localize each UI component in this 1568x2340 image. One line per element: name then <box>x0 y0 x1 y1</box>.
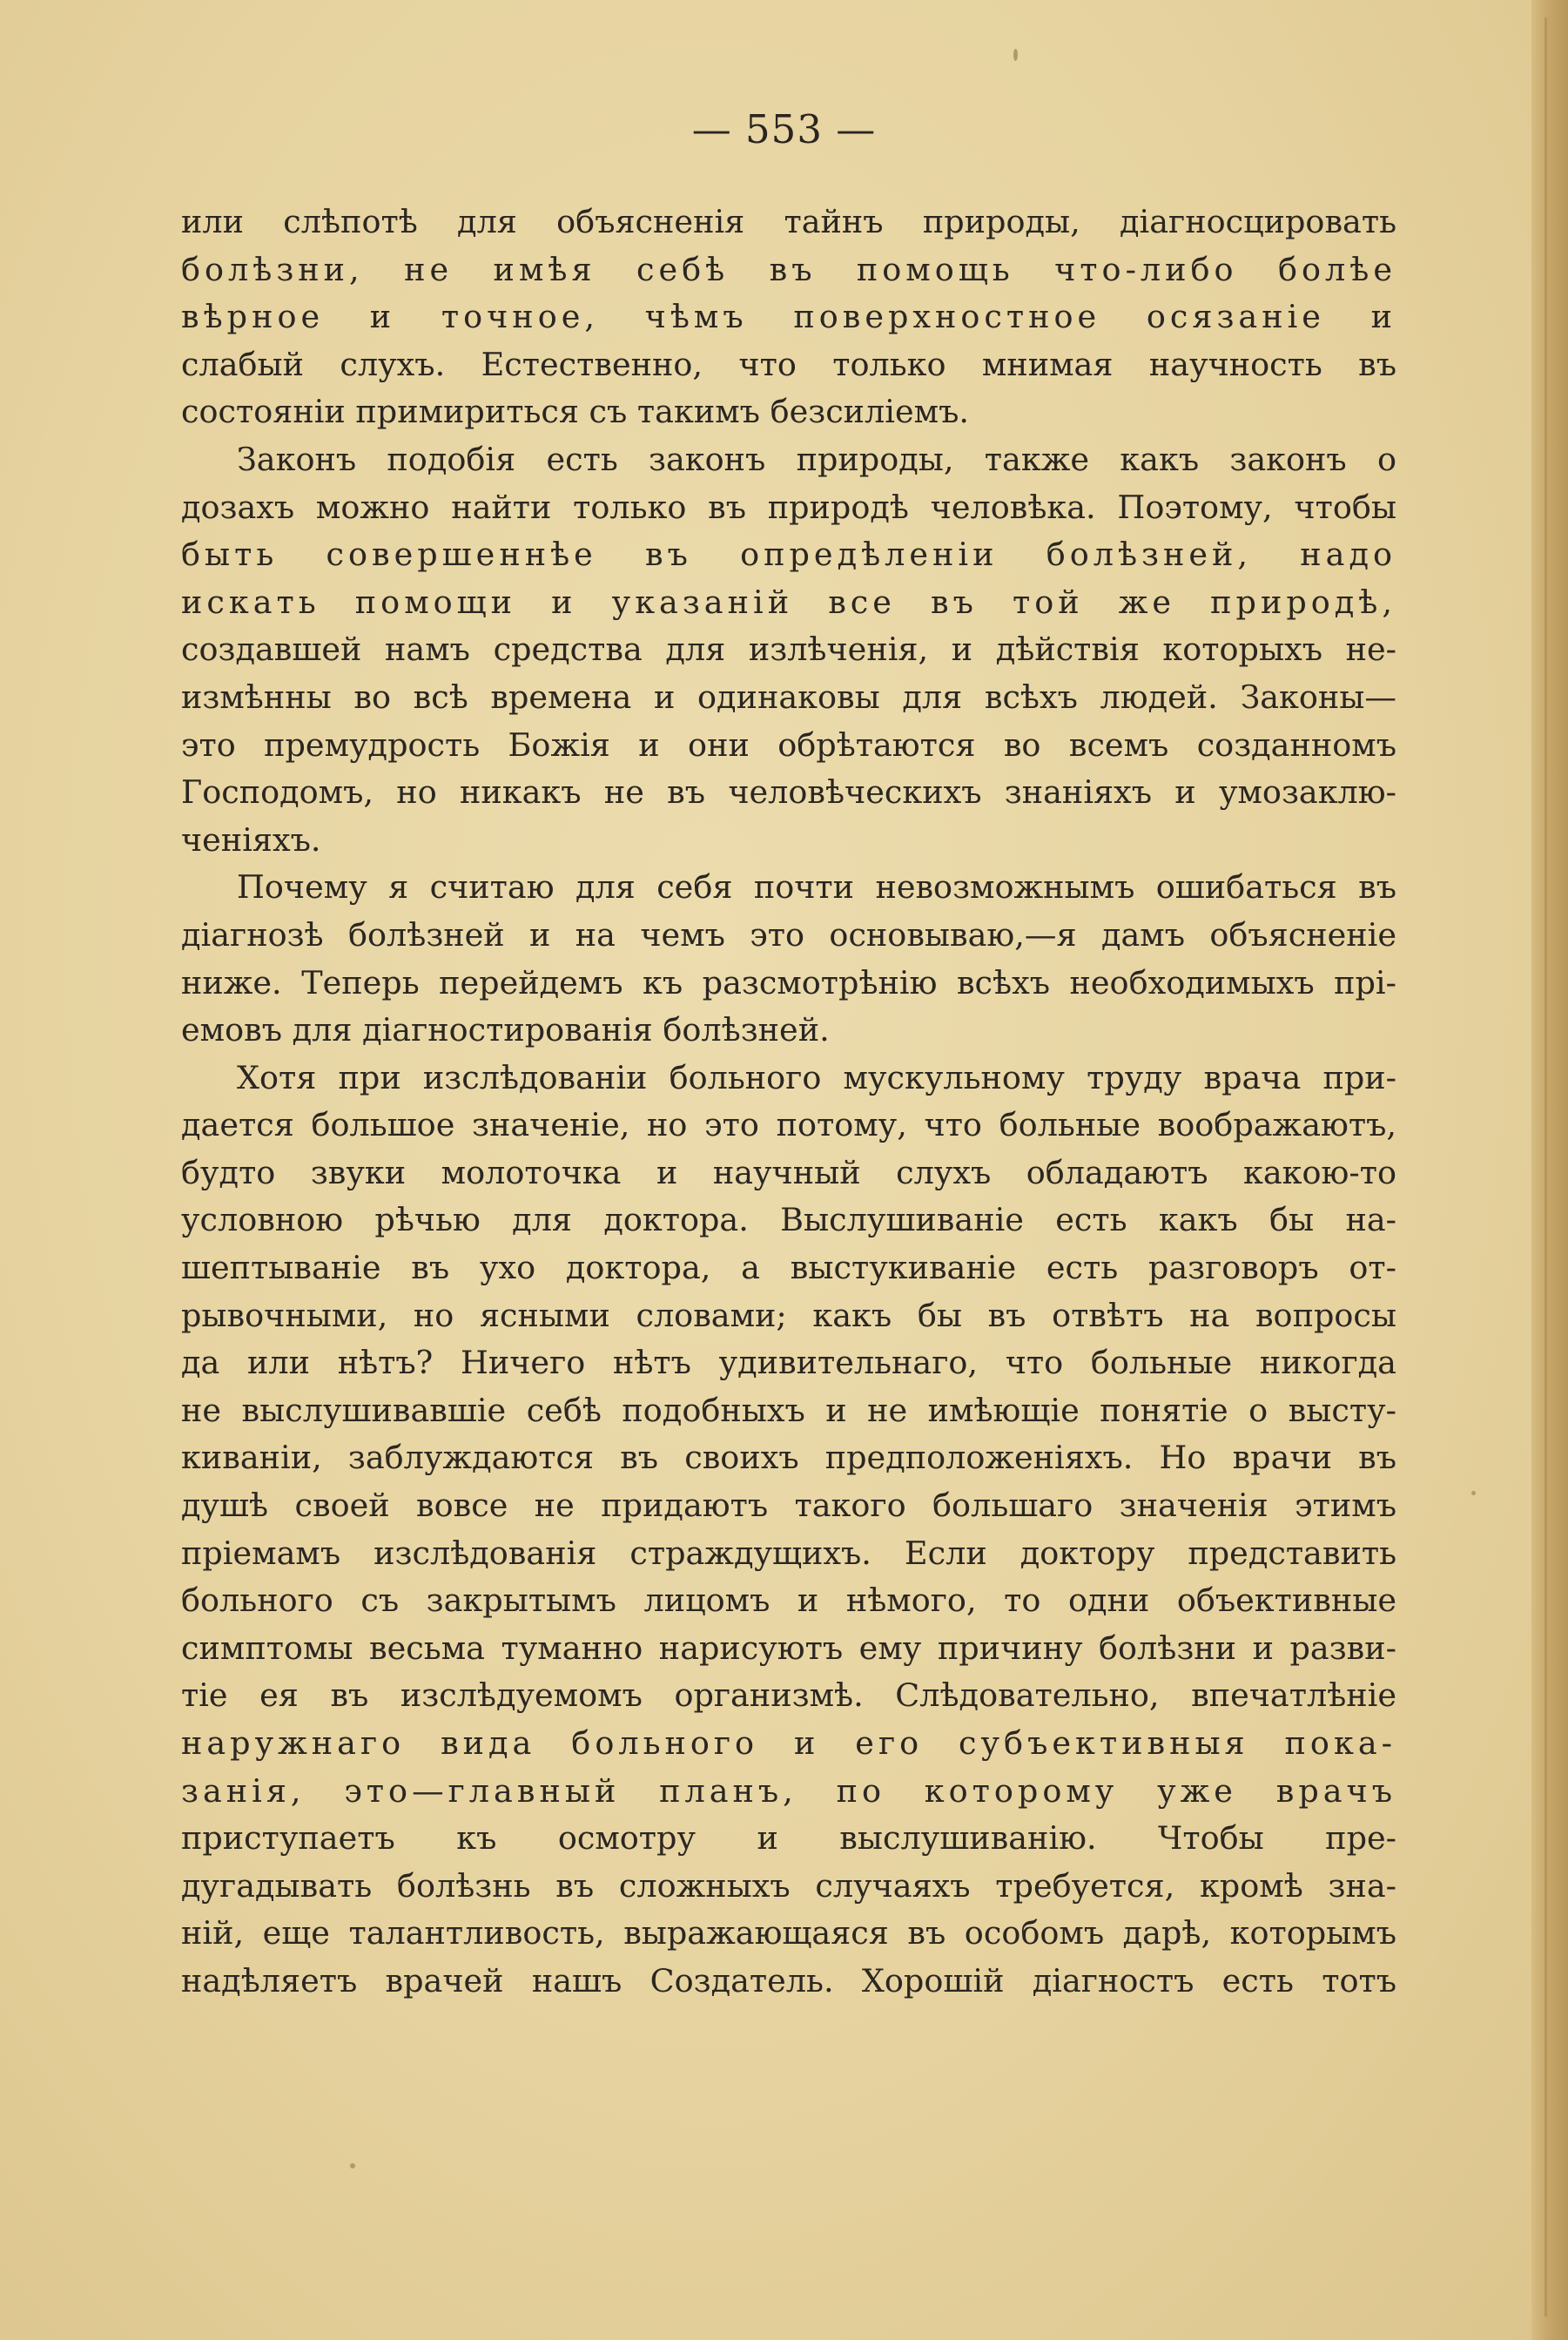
text-line: дается большое значеніе, но это потому, что больные воображаютъ, <box>181 1106 1396 1144</box>
text-line: болѣзни, не имѣя себѣ въ помощь что-либо болѣе <box>181 250 1396 288</box>
page-edge-line <box>1544 17 1547 2316</box>
text-line: Почему я считаю для себя почти невозможнымъ ошибаться въ <box>237 868 1396 907</box>
text-line: искать помощи и указаній все въ той же природѣ, <box>181 583 1396 621</box>
text-line: быть совершеннѣе въ опредѣленіи болѣзней, надо <box>181 536 1396 574</box>
text-line: пріемамъ изслѣдованія страждущихъ. Если доктору представить <box>181 1534 1396 1572</box>
text-line: создавшей намъ средства для излѣченія, и дѣйствія которыхъ не- <box>181 631 1396 669</box>
text-line: Законъ подобія есть законъ природы, также какъ законъ о <box>237 440 1396 478</box>
text-line: условною рѣчью для доктора. Выслушиваніе есть какъ бы на- <box>181 1201 1396 1239</box>
text-line: слабый слухъ. Естественно, что только мнимая научность въ <box>181 345 1396 383</box>
text-line: вѣрное и точное, чѣмъ поверхностное осязаніе и <box>181 298 1396 336</box>
text-line: измѣнны во всѣ времена и одинаковы для всѣхъ людей. Законы— <box>181 678 1396 716</box>
text-line: рывочными, но ясными словами; какъ бы въ отвѣтъ на вопросы <box>181 1296 1396 1334</box>
text-line: наружнаго вида больного и его субъективныя пока- <box>181 1724 1396 1762</box>
text-line: дугадывать болѣзнь въ сложныхъ случаяхъ требуется, кромѣ зна- <box>181 1866 1396 1905</box>
paper-spot <box>350 2163 355 2168</box>
text-line: больного съ закрытымъ лицомъ и нѣмого, то одни объективные <box>181 1581 1396 1620</box>
paper-spot <box>1471 1491 1476 1495</box>
text-line: шептываніе въ ухо доктора, а выстукиваніе есть разговоръ от- <box>181 1249 1396 1287</box>
text-line: не выслушивавшіе себѣ подобныхъ и не имѣющіе понятіе о высту- <box>181 1391 1396 1429</box>
body-text <box>181 199 1396 2006</box>
text-line: киваніи, заблуждаются въ своихъ предположеніяхъ. Но врачи въ <box>181 1439 1396 1477</box>
text-line: это премудрость Божія и они обрѣтаются во всемъ созданномъ <box>181 725 1396 764</box>
page-edge <box>1531 0 1568 2340</box>
text-line: симптомы весьма туманно нарисуютъ ему причину болѣзни и разви- <box>181 1629 1396 1667</box>
text-line: Господомъ, но никакъ не въ человѣческихъ знаніяхъ и умозаклю- <box>181 773 1396 812</box>
text-line: ченіяхъ. <box>181 820 321 859</box>
page-number: — 553 — <box>691 106 877 152</box>
paper-spot <box>1013 49 1018 61</box>
text-line: діагнозѣ болѣзней и на чемъ это основываю,—я дамъ объясненіе <box>181 915 1396 954</box>
text-line: тіе ея въ изслѣдуемомъ организмѣ. Слѣдовательно, впечатлѣніе <box>181 1676 1396 1715</box>
text-line: или слѣпотѣ для объясненія тайнъ природы, діагносцировать <box>181 203 1396 240</box>
text-line: приступаетъ къ осмотру и выслушиванію. Чтобы пре- <box>181 1819 1396 1858</box>
text-line: душѣ своей вовсе не придаютъ такого большаго значенія этимъ <box>181 1487 1396 1525</box>
text-line: да или нѣтъ? Ничего нѣтъ удивительнаго, что больные никогда <box>181 1344 1396 1382</box>
text-line: занія, это—главный планъ, по которому уже врачъ <box>181 1771 1396 1810</box>
text-line: будто звуки молоточка и научный слухъ обладаютъ какою-то <box>181 1153 1396 1191</box>
text-line: ниже. Теперь перейдемъ къ разсмотрѣнію всѣхъ необходимыхъ прі- <box>181 963 1396 1001</box>
text-line: Хотя при изслѣдованіи больного мускульному труду врача при- <box>237 1058 1396 1096</box>
text-line: дозахъ можно найти только въ природѣ человѣка. Поэтому, чтобы <box>181 488 1396 526</box>
text-line: состояніи примириться съ такимъ безсиліемъ. <box>181 393 969 431</box>
text-line: емовъ для діагностированія болѣзней. <box>181 1011 830 1049</box>
text-line: ній, еще талантливость, выражающаяся въ особомъ дарѣ, которымъ <box>181 1914 1396 1952</box>
text-line: надѣляетъ врачей нашъ Создатель. Хорошій діагностъ есть тотъ <box>181 1961 1396 1999</box>
